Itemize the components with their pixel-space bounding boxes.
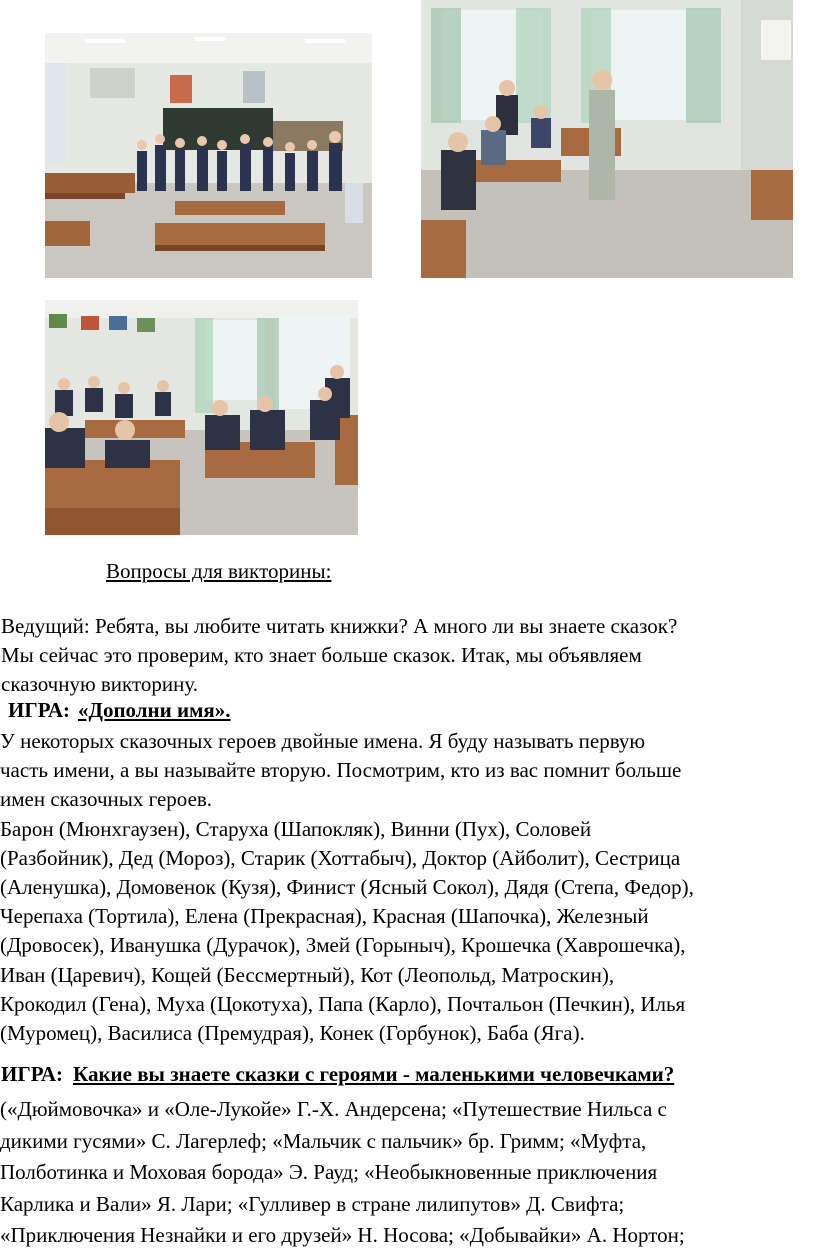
quiz-heading: Вопросы для викторины:: [106, 559, 332, 583]
game1-title: «Дополни имя».: [78, 698, 231, 722]
lead-paragraph: [0, 612, 816, 700]
lead-line: Мы сейчас это проверим, кто знает больше сказок. Итак, мы объявляем: [1, 643, 642, 668]
game1-line: Черепаха (Тортила), Елена (Прекрасная), Красная (Шапочка), Железный: [0, 904, 649, 929]
game2-title: Какие вы знаете сказки с героями - маленькими человечками?: [73, 1062, 675, 1086]
game2-line: Полботинка и Моховая борода» Э. Рауд; «Необыкновенные приключения: [0, 1160, 658, 1184]
classroom-photo-students-standing: [45, 33, 372, 278]
game1-line: имен сказочных героев.: [0, 787, 213, 812]
game1-line: (Аленушка), Домовенок (Кузя), Финист (Ясный Сокол), Дядя (Степа, Федор),: [0, 875, 694, 900]
game2-line: Карлика и Вали» Я. Лари; «Гулливер в стране лилипутов» Д. Свифта;: [0, 1191, 625, 1216]
game2-line: дикими гусями» С. Лагерлеф; «Мальчик с пальчик» бр. Гримм; «Муфта,: [0, 1128, 647, 1153]
game1-line: часть имени, а вы называйте вторую. Посмотрим, кто из вас помнит больше: [0, 758, 682, 783]
game2-prefix: ИГРА:: [1, 1062, 63, 1086]
game1-body: [0, 727, 816, 1048]
game2-line: «Приключения Незнайки и его друзей» Н. Носова; «Добывайки» А. Нортон;: [0, 1223, 685, 1247]
game2-line: («Дюймовочка» и «Оле-Лукойе» Г.-Х. Андерсена; «Путешествие Нильса с: [0, 1097, 667, 1121]
game1-line: У некоторых сказочных героев двойные имена. Я буду называть первую: [0, 729, 646, 753]
lead-line: Ведущий: Ребята, вы любите читать книжки? А много ли вы знаете сказок?: [1, 614, 678, 638]
game1-line: (Муромец), Василиса (Премудрая), Конек (Горбунок), Баба (Яга).: [0, 1021, 585, 1046]
lead-line: сказочную викторину.: [1, 672, 198, 697]
game1-line: (Дровосек), Иванушка (Дурачок), Змей (Горыныч), Крошечка (Хаврошечка),: [0, 933, 686, 958]
game1-heading: [8, 698, 231, 723]
game1-line: Барон (Мюнхгаузен), Старуха (Шапокляк), Винни (Пух), Соловей: [0, 816, 592, 841]
classroom-photo-students-seated: [45, 300, 358, 535]
game1-line: (Разбойник), Дед (Мороз), Старик (Хоттабыч), Доктор (Айболит), Сестрица: [0, 845, 681, 870]
game2-heading: [1, 1062, 674, 1087]
game1-line: Иван (Царевич), Кощей (Бессмертный), Кот (Леопольд, Матроскин),: [0, 962, 615, 987]
game1-line: Крокодил (Гена), Муха (Цокотуха), Папа (Карло), Почтальон (Печкин), Илья: [0, 991, 686, 1016]
game2-body: [0, 1094, 816, 1252]
game1-prefix: ИГРА:: [8, 698, 70, 722]
classroom-photo-teacher-reading: [421, 0, 793, 278]
